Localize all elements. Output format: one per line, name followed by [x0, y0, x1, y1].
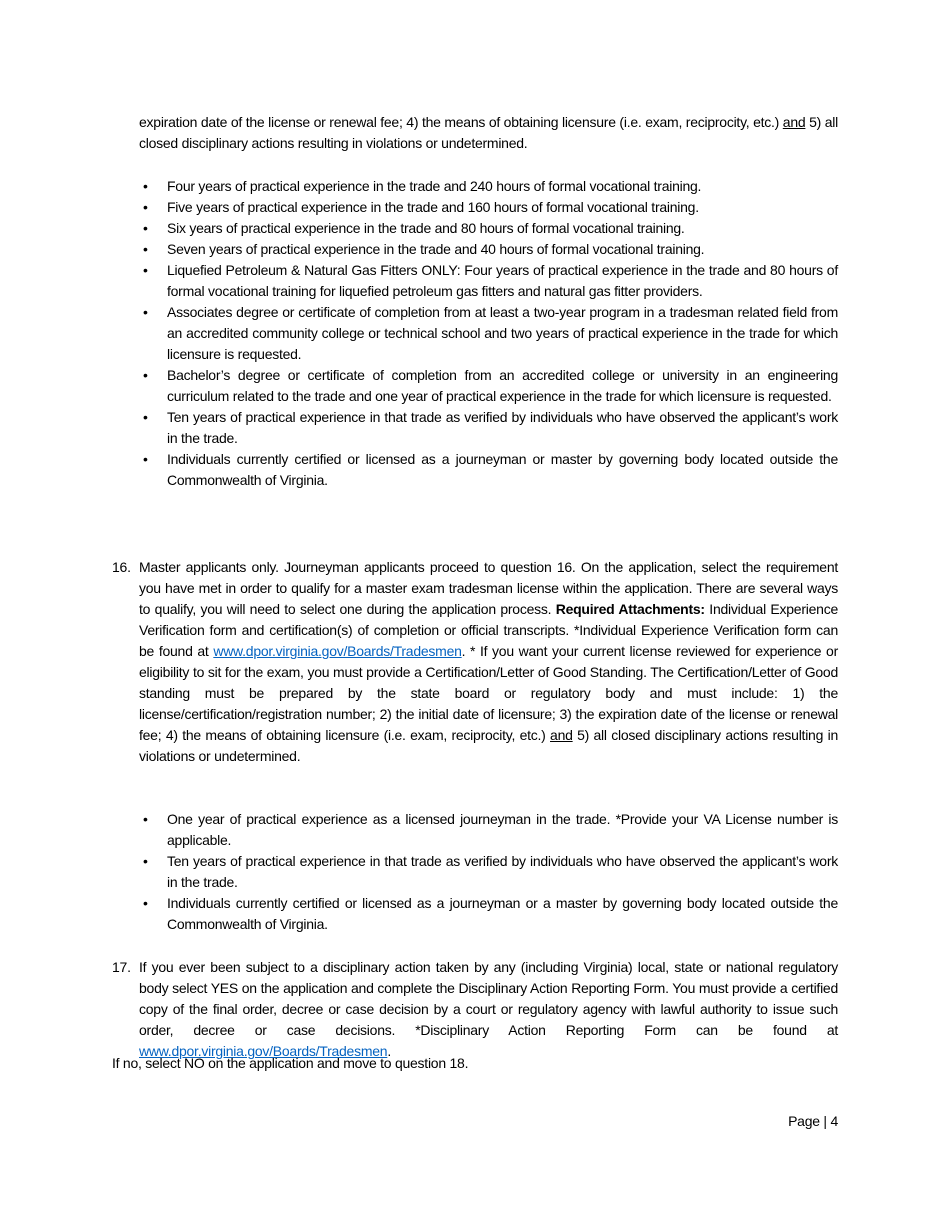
bullet-item: • Liquefied Petroleum & Natural Gas Fitters ONLY: Four years of practical experience in the trade and 80 hours of formal vocational training for liquefied petroleum gas fitters and natural gas fitter providers. [139, 260, 838, 302]
required-attachments-label: Required Attachments: [555, 601, 705, 617]
text: . * If you want your current license reviewed for experience or eligibility to sit for the exam, you must provide a Certification/Letter of Good Standing. The Certification/Letter of Good standing must be prepared by the state board or regulatory body and must include: 1) the license/certification/registration number; 2) the initial date of licensure; 3) the expiration date of the license or renewal fee; 4) the means of obtaining licensure (i.e. exam, reciprocity, etc.) [139, 643, 838, 743]
underlined-and: and [782, 114, 806, 130]
text: If you ever been subject to a disciplinary action taken by any (including Virginia) local, state or national regulatory body select YES on the application and complete the Disciplinary Action Reporting Form. You must provide a certified copy of the final order, decree or case decision by a court or regulatory agency with lawful authority to issue such order, decree or case decisions. *Disciplinary Action Reporting Form can be found at [139, 959, 838, 1038]
bullet-item: • Seven years of practical experience in the trade and 40 hours of formal vocational training. [139, 239, 838, 260]
bullet-item: • Five years of practical experience in the trade and 160 hours of formal vocational training. [139, 197, 838, 218]
bullet-item: • Individuals currently certified or licensed as a journeyman or a master by governing body located outside the Commonwealth of Virginia. [139, 893, 838, 935]
bullet-item: • Bachelor’s degree or certificate of completion from an accredited college or university in an engineering curriculum related to the trade and one year of practical experience in the trade for which licensure is requested. [139, 365, 838, 407]
text: Master applicants only. Journeyman applicants proceed to question 16. On the application, select the requirement you have met in order to qualify for a master exam tradesman license within the application. There are several ways to qualify, you will need to select one during the application process. [139, 559, 838, 617]
text: expiration date of the license or renewal fee; 4) the means of obtaining licensure (i.e. exam, reciprocity, etc.) [139, 114, 783, 130]
question-16 [139, 557, 838, 767]
bullet-item: • Associates degree or certificate of completion from at least a two-year program in a tradesman related field from an accredited community college or technical school and two years of practical experience in the trade for which licensure is requested. [139, 302, 838, 365]
bullet-item: • Four years of practical experience in the trade and 240 hours of formal vocational training. [139, 176, 838, 197]
item-number-17: 17. [112, 959, 131, 975]
text: Individual Experience Verification form and certification(s) of completion or official transcripts. *Individual Experience Verification form can be found at [139, 601, 838, 659]
text: 5) all closed disciplinary actions resulting in violations or undetermined. [139, 727, 838, 764]
tradesmen-link[interactable]: www.dpor.virginia.gov/Boards/Tradesmen [213, 643, 462, 659]
question-17 [139, 957, 838, 1062]
underlined-and: and [550, 727, 573, 743]
intro-paragraph [139, 112, 838, 154]
bullet-item: • Ten years of practical experience in that trade as verified by individuals who have observed the applicant’s work in the trade. [139, 851, 838, 893]
bullet-list-journeyman [139, 176, 838, 491]
if-no-text: If no, select NO on the application and move to question 18. [112, 1055, 469, 1071]
bullet-item: • One year of practical experience as a licensed journeyman in the trade. *Provide your VA License number is applicable. [139, 809, 838, 851]
bullet-item: • Individuals currently certified or licensed as a journeyman or master by governing body located outside the Commonwealth of Virginia. [139, 449, 838, 491]
bullet-item: • Six years of practical experience in the trade and 80 hours of formal vocational training. [139, 218, 838, 239]
text: . [387, 1043, 391, 1059]
page-number: Page | 4 [788, 1113, 838, 1129]
item-number-16: 16. [112, 559, 131, 575]
text: 5) all closed disciplinary actions resulting in violations or undetermined. [139, 114, 838, 151]
bullet-list-master [139, 809, 838, 935]
tradesmen-link[interactable]: www.dpor.virginia.gov/Boards/Tradesmen [139, 1043, 388, 1059]
bullet-item: • Ten years of practical experience in that trade as verified by individuals who have observed the applicant’s work in the trade. [139, 407, 838, 449]
